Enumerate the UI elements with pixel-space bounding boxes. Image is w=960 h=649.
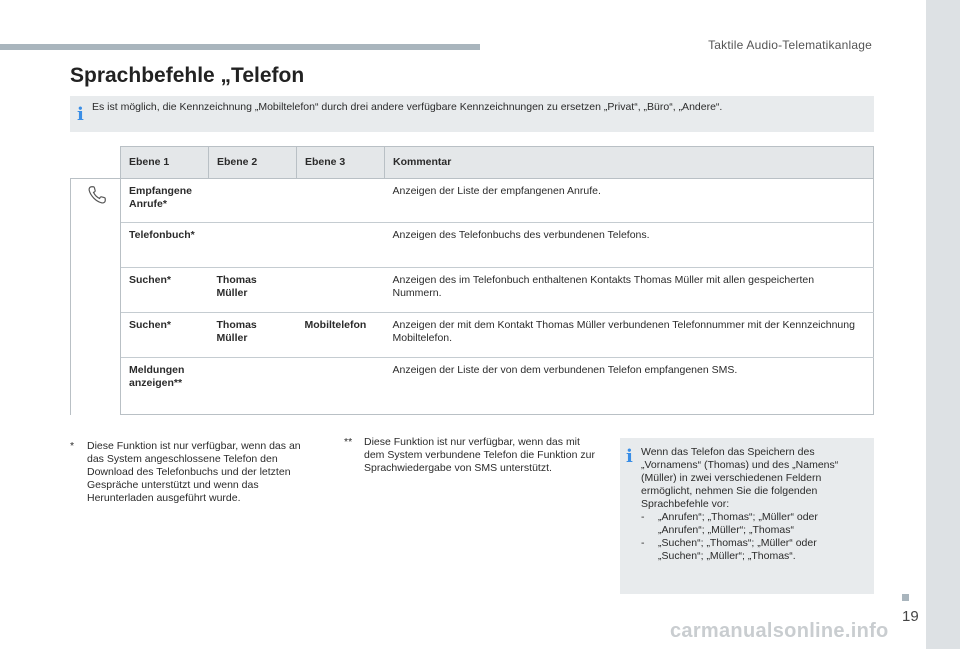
footnote-text: Diese Funktion ist nur verfügbar, wenn das mit dem System verbundene Telefon die Funktion zur Sprachwiedergabe von SMS unterstützt. xyxy=(364,436,595,474)
level2-cell xyxy=(209,223,297,268)
comment-cell: Anzeigen des im Telefonbuch enthaltenen Kontakts Thomas Müller mit allen gespeicherten Nummern. xyxy=(385,268,874,313)
list-dash: - xyxy=(641,511,645,523)
section-label: Taktile Audio-Telematikanlage xyxy=(708,38,872,52)
voice-command-table xyxy=(70,146,874,415)
header-bar xyxy=(0,44,480,50)
info-text: Es ist möglich, die Kennzeichnung „Mobiltelefon“ durch drei andere verfügbare Kennzeichnungen zu ersetzen „Privat“, „Büro“, „Andere“. xyxy=(92,101,723,113)
list-item-text: „Suchen“; „Thomas“; „Müller“ oder „Suchen“; „Müller“; „Thomas“. xyxy=(658,537,817,562)
list-item xyxy=(641,511,863,537)
level3-cell: Mobiltelefon xyxy=(297,313,385,358)
column-header: Ebene 1 xyxy=(121,147,209,179)
page-marker xyxy=(902,594,909,601)
footnote-mark: * xyxy=(70,440,75,452)
level1-cell: Suchen* xyxy=(121,268,209,313)
level1-cell: Meldungen anzeigen** xyxy=(121,358,209,415)
footnote-mark: ** xyxy=(344,436,353,448)
level2-cell: Thomas Müller xyxy=(209,268,297,313)
comment-cell: Anzeigen der Liste der von dem verbundenen Telefon empfangenen SMS. xyxy=(385,358,874,415)
level3-cell xyxy=(297,268,385,313)
info-icon: i xyxy=(626,446,633,467)
tip-intro: Wenn das Telefon das Speichern des „Vornamens“ (Thomas) und des „Namens“ (Müller) in zwei verschiedenen Feldern ermöglicht, nehmen Sie die folgenden Sprachbefehle vor: xyxy=(641,446,839,510)
table-row xyxy=(71,268,874,313)
page-edge-strip xyxy=(926,0,960,649)
column-header: Ebene 2 xyxy=(209,147,297,179)
header-spacer xyxy=(71,147,121,179)
footnote-2 xyxy=(344,436,602,475)
level2-cell xyxy=(209,358,297,415)
list-item xyxy=(641,537,863,563)
level2-cell: Thomas Müller xyxy=(209,313,297,358)
list-item-text: „Anrufen“; „Thomas“; „Müller“ oder „Anrufen“; „Müller“; „Thomas“ xyxy=(658,511,818,536)
level3-cell xyxy=(297,179,385,223)
watermark: carmanualsonline.info xyxy=(670,620,889,642)
comment-cell: Anzeigen des Telefonbuchs des verbundenen Telefons. xyxy=(385,223,874,268)
table-row xyxy=(71,223,874,268)
table-row xyxy=(71,179,874,223)
footnote-text: Diese Funktion ist nur verfügbar, wenn das an das System angeschlossene Telefon den Download des Telefonbuchs und der letzten Gespräche unterstützt und wenn das Herunterladen ausgeführt wurde. xyxy=(87,440,301,504)
tip-box xyxy=(620,438,874,594)
comment-cell: Anzeigen der Liste der empfangenen Anrufe. xyxy=(385,179,874,223)
footnote-1 xyxy=(70,440,302,505)
column-header: Ebene 3 xyxy=(297,147,385,179)
page-title: Sprachbefehle „Telefon xyxy=(70,64,305,87)
level3-cell xyxy=(297,358,385,415)
info-box xyxy=(70,96,874,132)
comment-cell: Anzeigen der mit dem Kontakt Thomas Müller verbundenen Telefonnummer mit der Kennzeichnung Mobiltelefon. xyxy=(385,313,874,358)
table-row xyxy=(71,358,874,415)
page-number: 19 xyxy=(902,608,919,625)
column-header: Kommentar xyxy=(385,147,874,179)
level1-cell: Suchen* xyxy=(121,313,209,358)
level3-cell xyxy=(297,223,385,268)
level1-cell: Empfangene Anrufe* xyxy=(121,179,209,223)
level1-cell: Telefonbuch* xyxy=(121,223,209,268)
level2-cell xyxy=(209,179,297,223)
icon-cell xyxy=(71,179,121,415)
table-row xyxy=(71,313,874,358)
list-dash: - xyxy=(641,537,645,549)
info-icon: i xyxy=(77,104,84,125)
